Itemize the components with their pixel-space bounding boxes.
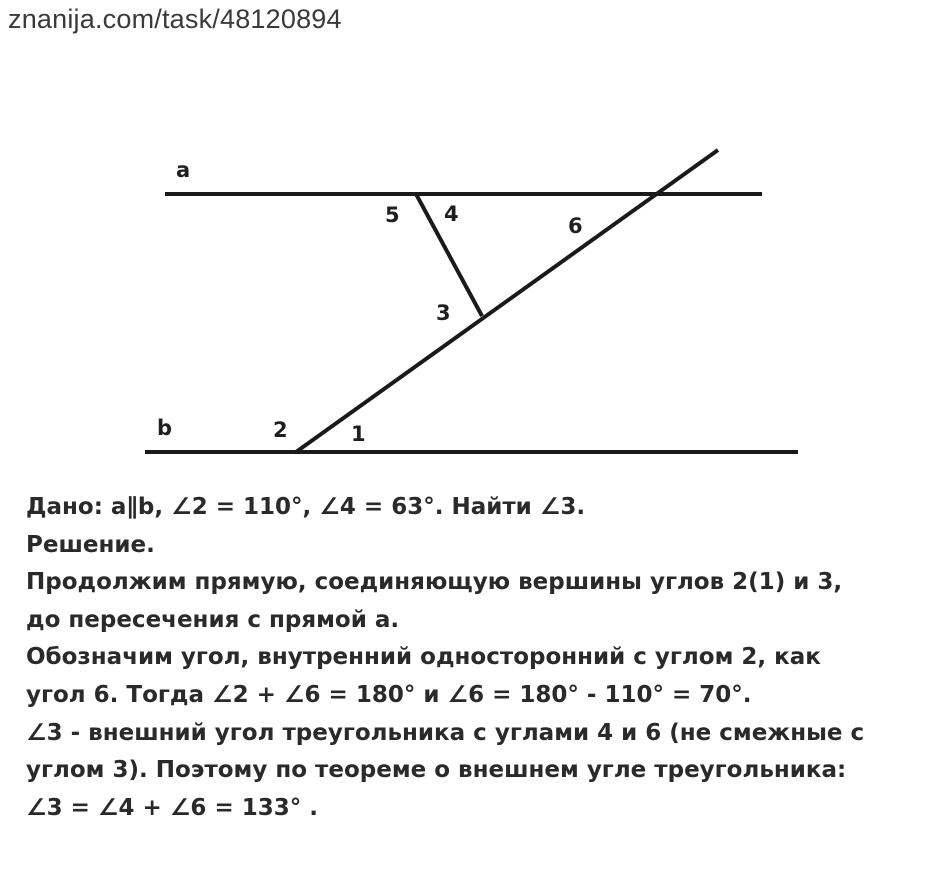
solution-line-7: ∠3 = ∠4 + ∠6 = 133° . bbox=[26, 794, 318, 821]
angle-label-3: 3 bbox=[436, 301, 451, 325]
solution-line-1: Продолжим прямую, соединяющую вершины углов 2(1) и 3, bbox=[26, 569, 843, 596]
line-a-label: a bbox=[176, 158, 191, 182]
solution-line-5: ∠3 - внешний угол треугольника с углами 4 и 6 (не смежные с bbox=[26, 719, 865, 746]
angle-label-5: 5 bbox=[385, 203, 400, 227]
solution-heading: Решение. bbox=[26, 531, 155, 558]
solution-line-4: угол 6. Тогда ∠2 + ∠6 = 180° и ∠6 = 180° - 110° = 70°. bbox=[26, 681, 752, 708]
line-b-label: b bbox=[157, 416, 173, 440]
angle-label-2: 2 bbox=[273, 418, 288, 442]
angle-label-4: 4 bbox=[444, 202, 459, 226]
solution-line-3: Обозначим угол, внутренний односторонний с углом 2, как bbox=[26, 644, 821, 671]
given-line: Дано: a∥b, ∠2 = 110°, ∠4 = 63°. Найти ∠3. bbox=[26, 494, 586, 520]
solution-text bbox=[26, 489, 936, 827]
solution-line-2: до пересечения с прямой a. bbox=[26, 606, 400, 633]
angle-label-1: 1 bbox=[351, 422, 366, 446]
angle-label-6: 6 bbox=[568, 214, 583, 238]
solution-line-6: углом 3). Поэтому по теореме о внешнем угле треугольника: bbox=[26, 757, 847, 784]
source-url: znanija.com/task/48120894 bbox=[8, 4, 342, 34]
